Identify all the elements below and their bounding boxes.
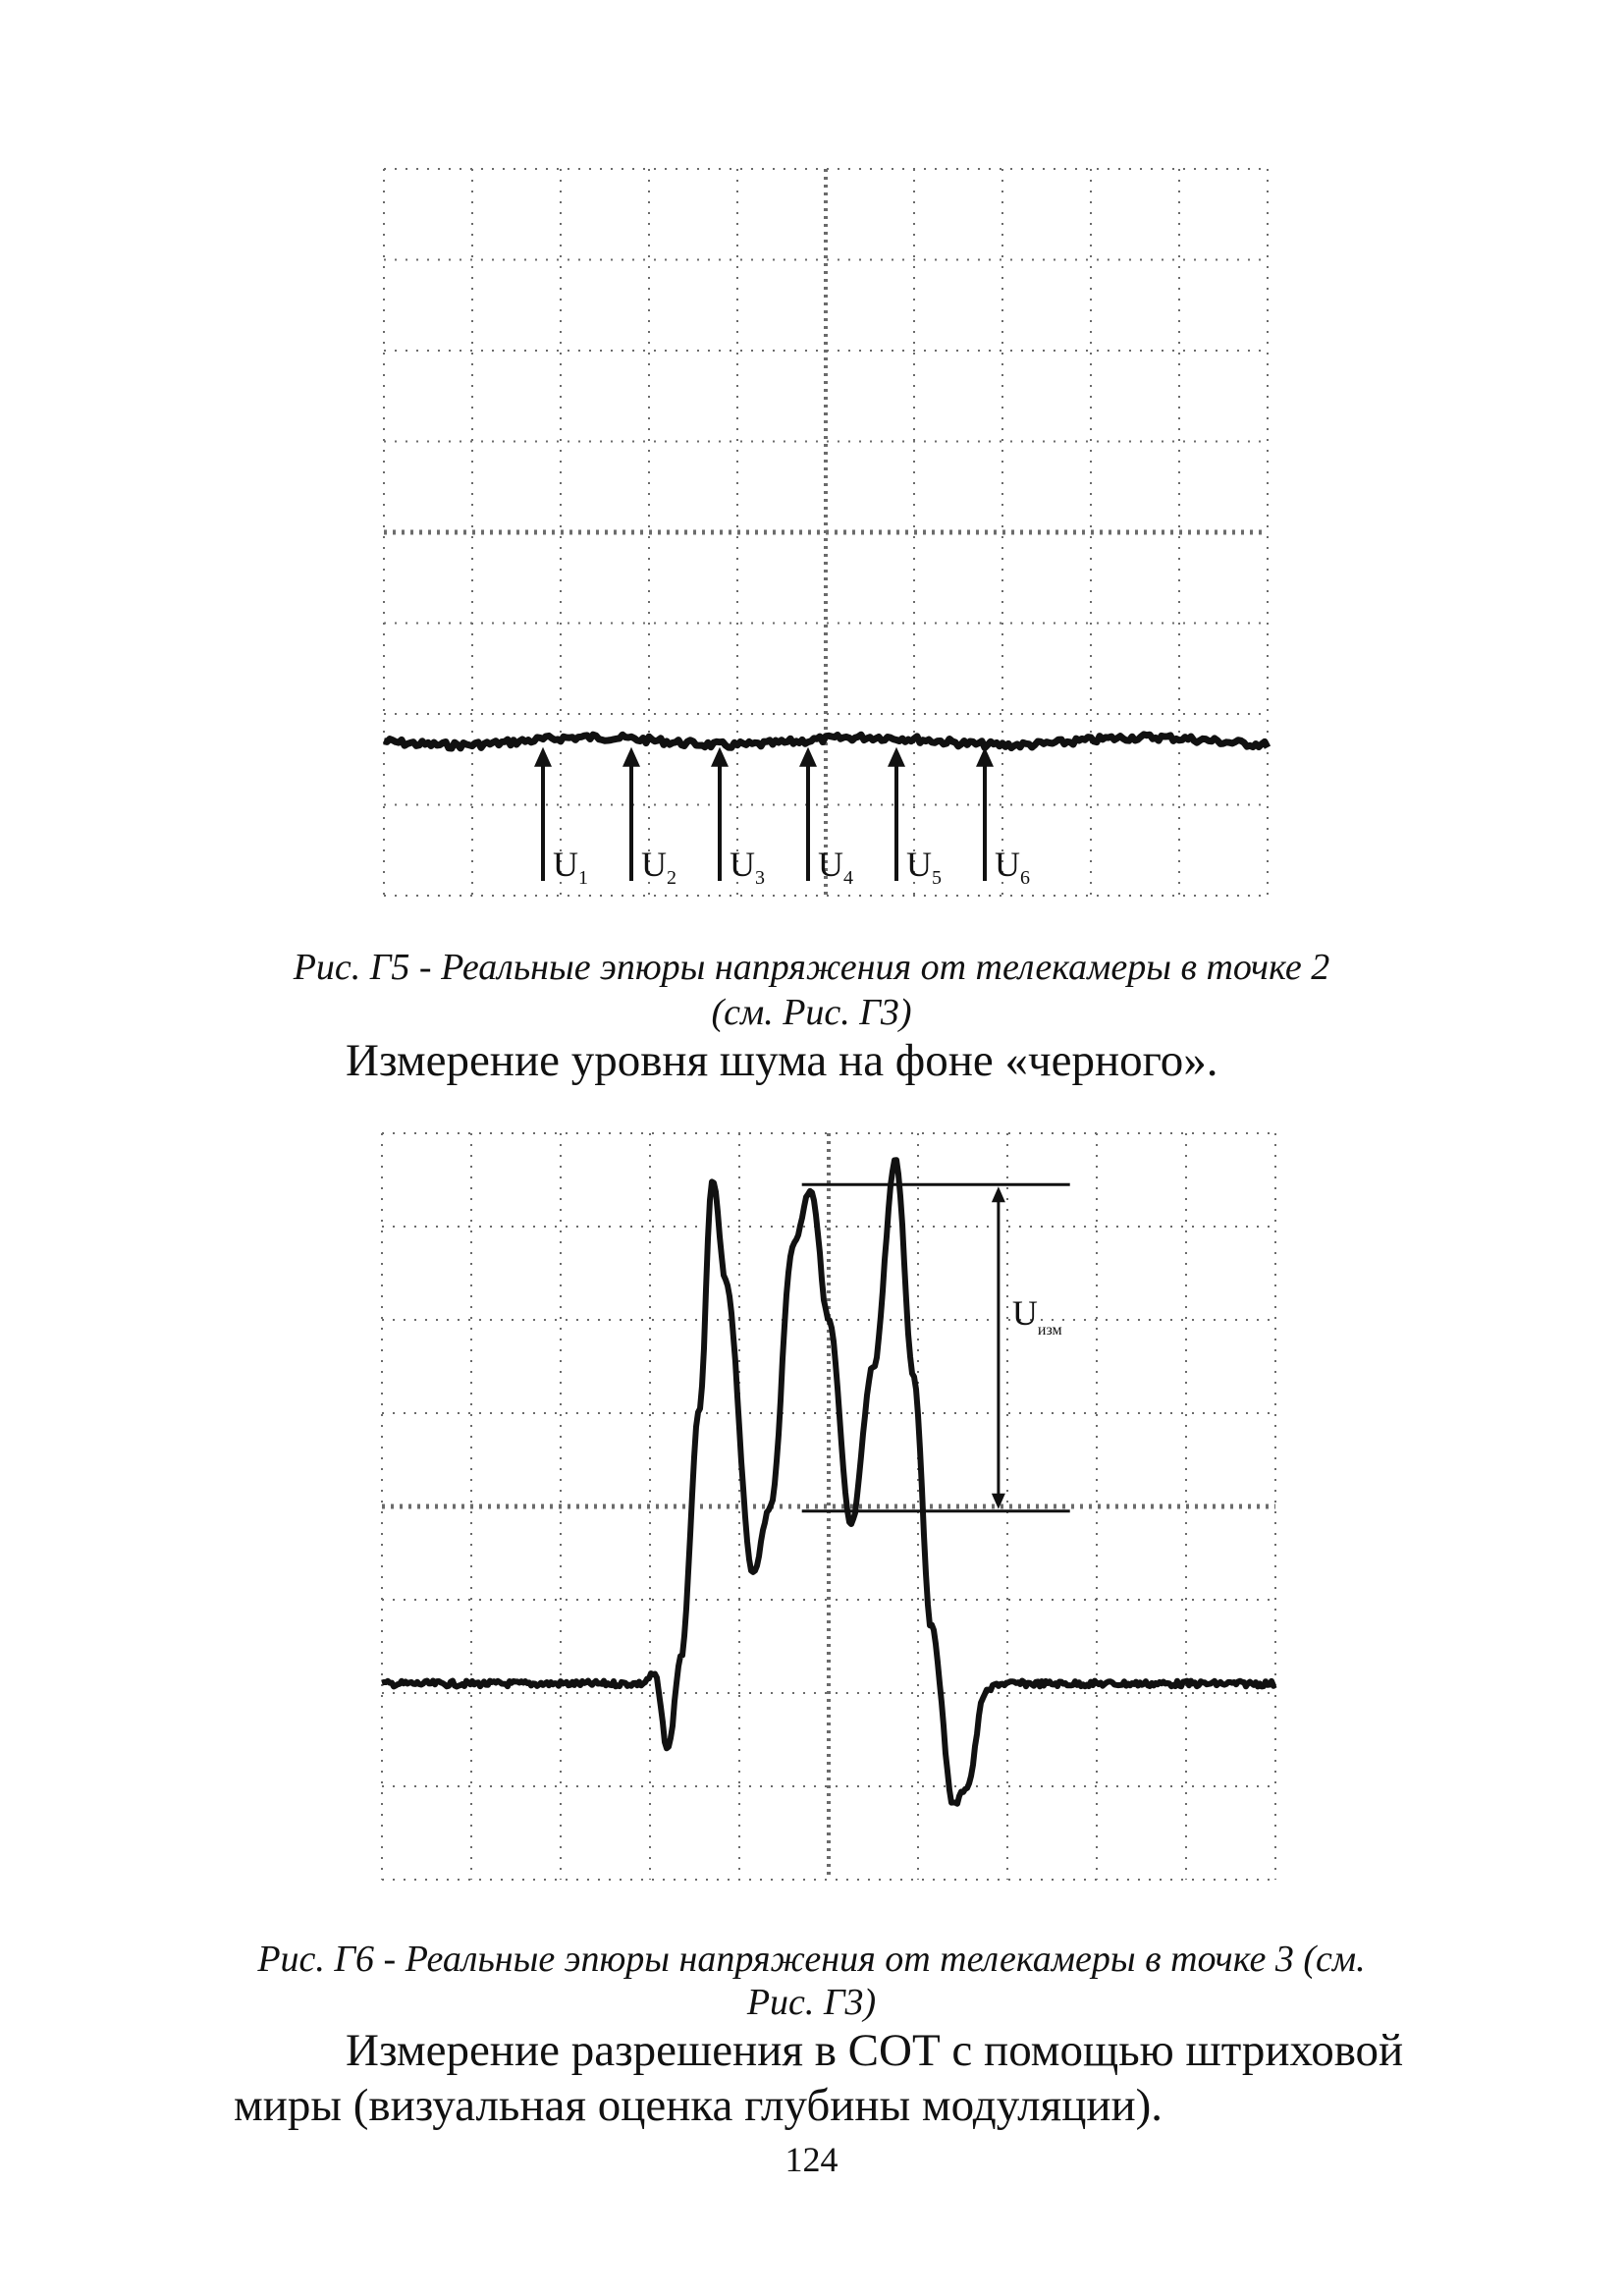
g5-plot-area [384, 169, 1268, 896]
page-number: 124 [784, 2140, 839, 2179]
arrow-label-u2: $U_2$ [641, 845, 676, 889]
figure-caption-g6-line1: Рис. Г6 - Реальные эпюры напряжения от телекамеры в точке 3 (см. [257, 1939, 1366, 1980]
arrow-label-subscript: 1 [578, 867, 588, 889]
arrow-label-subscript: 6 [1020, 867, 1030, 889]
oscilloscope-screen-g5 [378, 165, 1281, 902]
figure-caption-g5-line2: (см. Рис. Г3) [711, 992, 912, 1033]
figure-caption-g6-line2: Рис. Г3) [746, 1982, 877, 2023]
arrow-label-u5: $U_5$ [906, 845, 942, 889]
arrow-label-u3: $U_3$ [730, 845, 765, 889]
oscilloscope-grid [382, 1133, 1275, 1880]
oscilloscope-grid [384, 169, 1268, 896]
g6-plot-area [382, 1133, 1275, 1880]
arrow-head [622, 747, 640, 767]
arrow-label-subscript: 4 [843, 867, 853, 889]
figure-caption-g5-line1: Рис. Г5 - Реальные эпюры напряжения от телекамеры в точке 2 [293, 947, 1330, 988]
arrow-label-u4: $U_4$ [818, 845, 853, 889]
oscilloscope-figure-g6 [378, 1129, 1281, 1886]
g5-voltage-trace [384, 735, 1268, 748]
measurement-label: $U_{изм}$ [1011, 1292, 1062, 1339]
arrow-label-subscript: 3 [755, 867, 765, 889]
measurement-label-subscript: изм [1037, 1321, 1062, 1339]
arrow-head [799, 747, 817, 767]
oscilloscope-figure-g5 [378, 165, 1281, 902]
arrow-label-subscript: 5 [932, 867, 942, 889]
oscilloscope-screen-g6 [378, 1129, 1281, 1886]
arrow-head [888, 747, 905, 767]
paragraph-line-2: миры (визуальная оценка глубины модуляции). [234, 2080, 1163, 2131]
arrow-head [534, 747, 552, 767]
arrow-label-u6: $U_6$ [995, 845, 1030, 889]
measurement-arrow-head-top [992, 1186, 1005, 1202]
arrow-head [711, 747, 729, 767]
section-heading-noise: Измерение уровня шума на фоне «черного». [346, 1035, 1218, 1086]
arrow-label-subscript: 2 [667, 867, 676, 889]
arrow-label-u1: $U_1$ [553, 845, 588, 889]
paragraph-line-1: Измерение разрешения в СОТ с помощью штриховой [346, 2025, 1404, 2076]
arrow-head [976, 747, 994, 767]
